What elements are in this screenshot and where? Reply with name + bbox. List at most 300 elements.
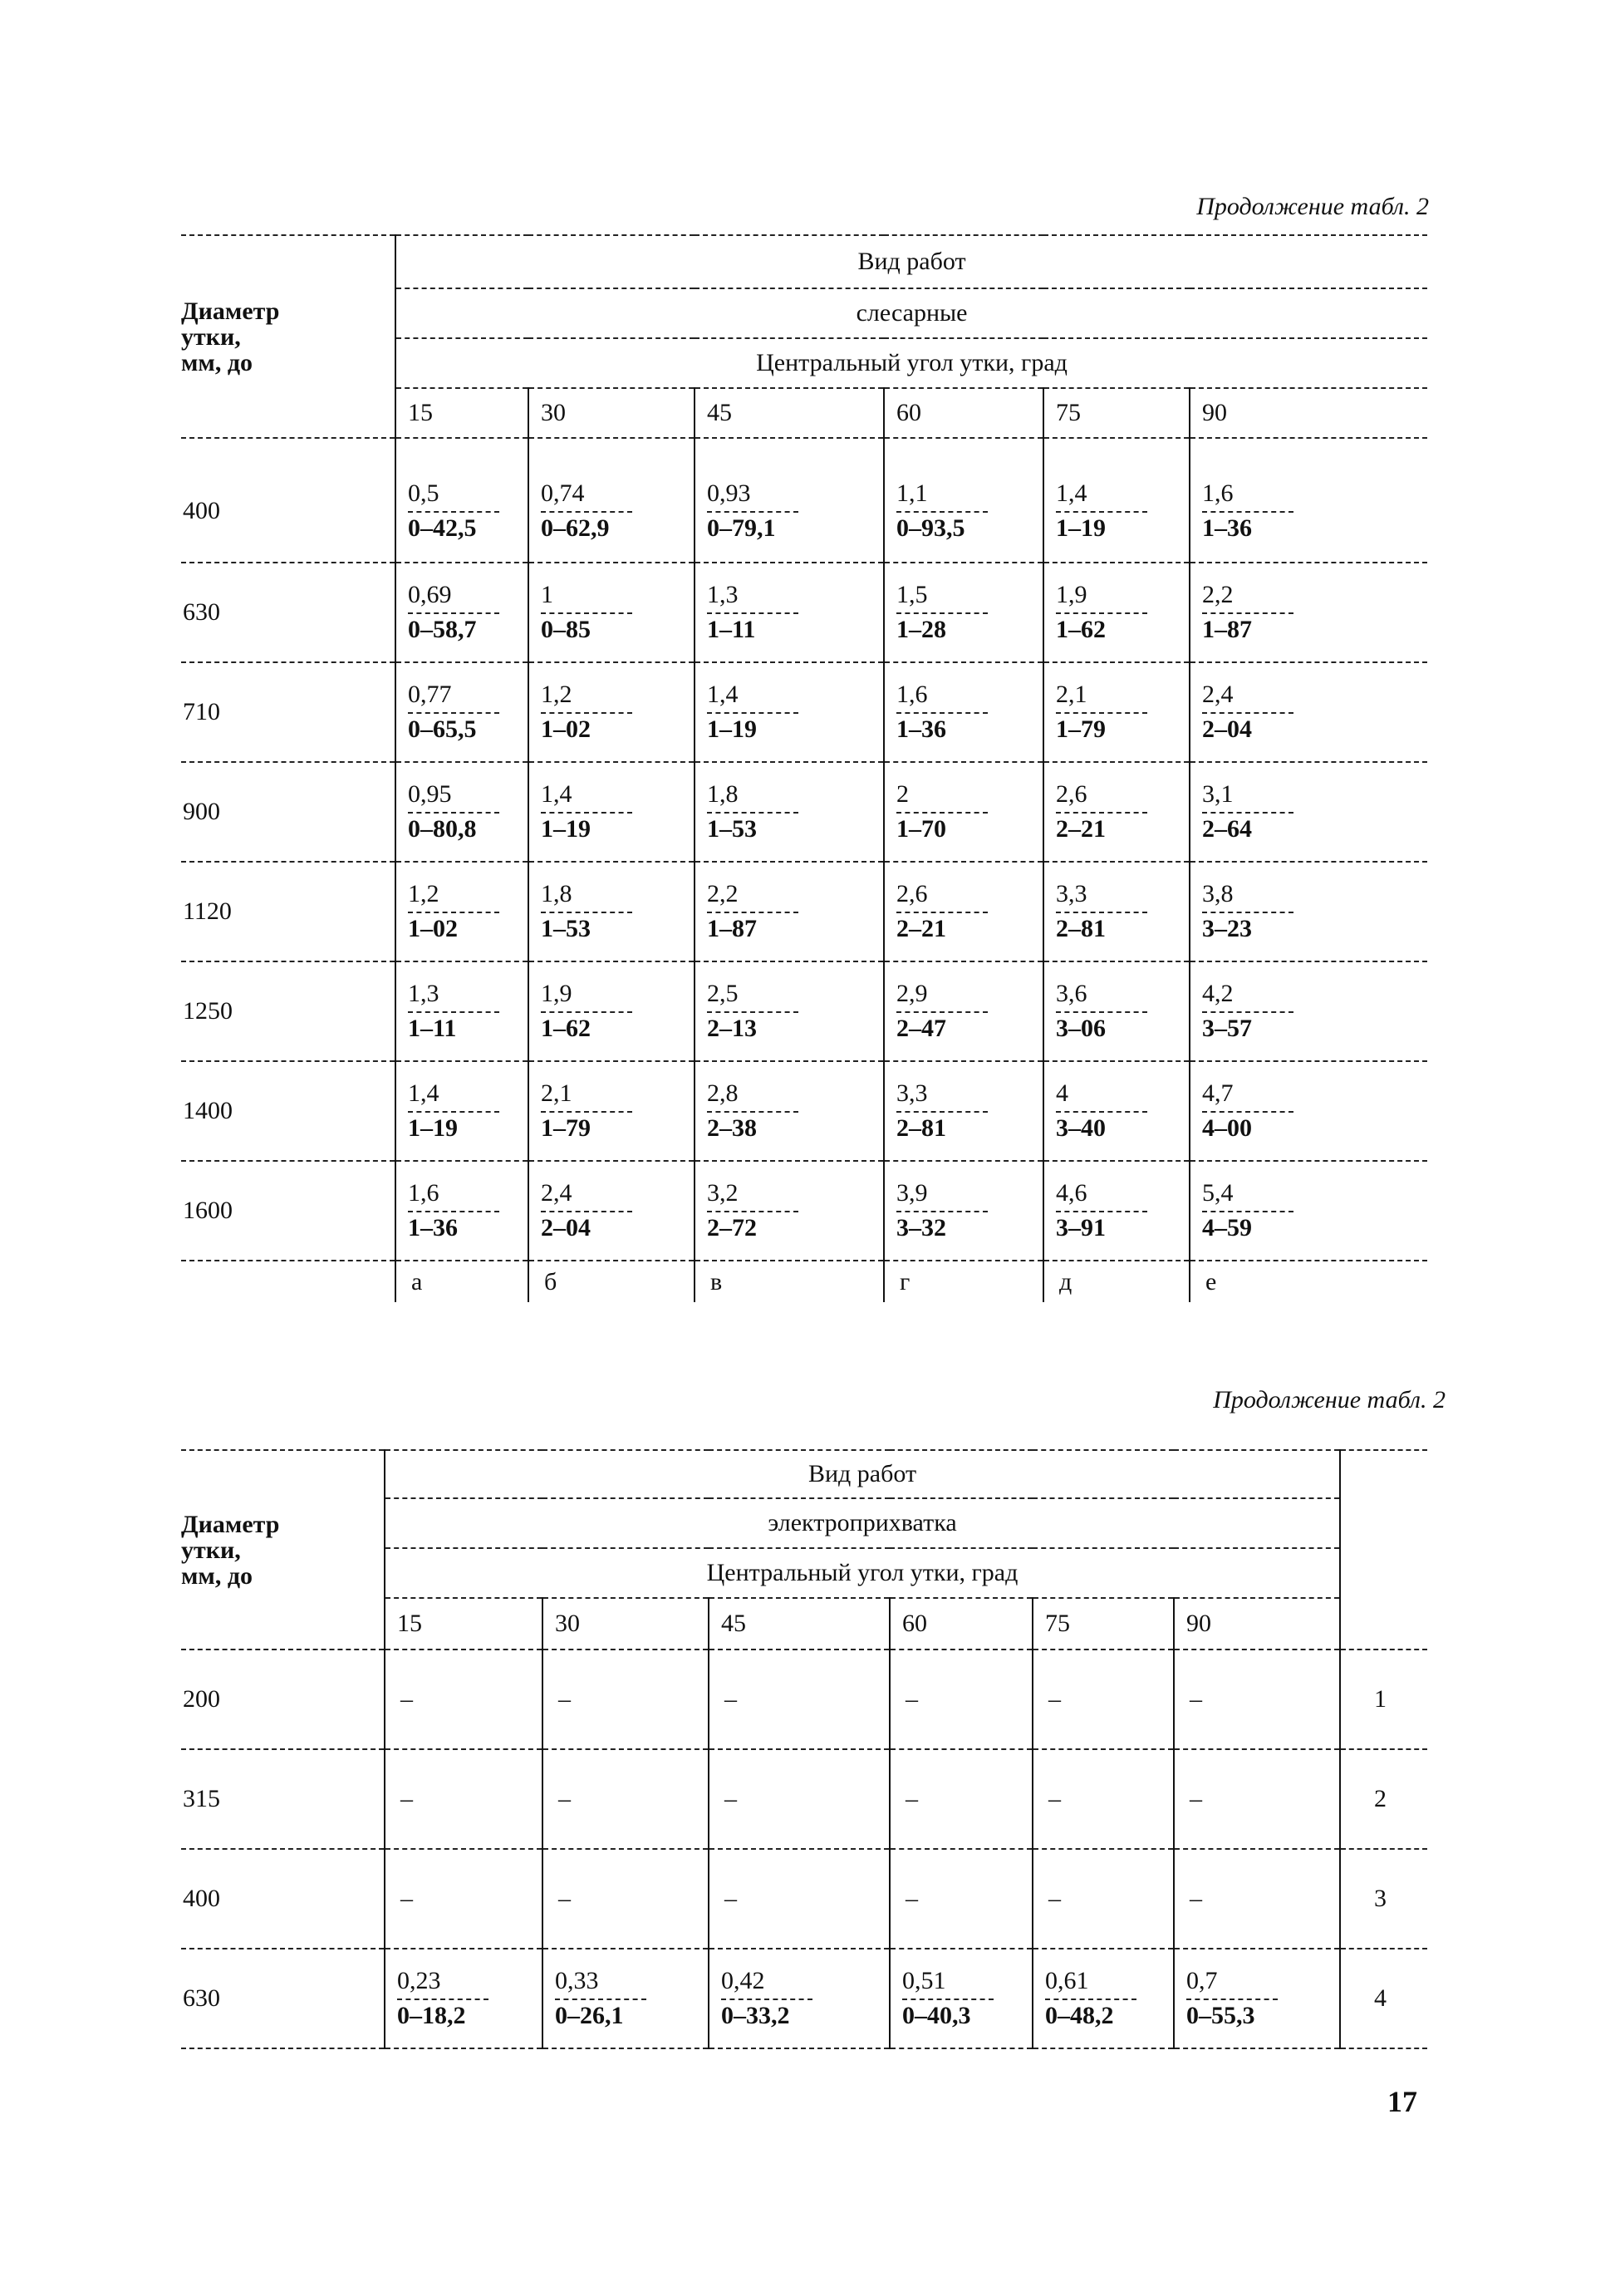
fraction-numerator: 2,8: [707, 1079, 739, 1107]
fraction-denominator: 1–28: [896, 616, 946, 643]
table1-diameter: 400: [181, 438, 395, 563]
table2-empty-value: –: [890, 1649, 1033, 1749]
table-cell-fraction: [528, 862, 695, 961]
fraction: [1202, 681, 1293, 744]
fraction-bar: [541, 812, 632, 814]
fraction-denominator: 2–04: [541, 1214, 591, 1241]
fraction-bar: [896, 812, 988, 814]
fraction-numerator: 3,9: [896, 1179, 928, 1207]
fraction-denominator: 2–64: [1202, 815, 1252, 843]
fraction-numerator: 1,4: [1056, 479, 1087, 507]
fraction: [1202, 880, 1293, 943]
fraction-numerator: 1,6: [896, 681, 928, 708]
table2-row: [181, 1949, 1427, 2048]
fraction-denominator: 2–04: [1202, 715, 1252, 743]
fraction-bar: [541, 1211, 632, 1212]
fraction-numerator: 0,23: [397, 1967, 441, 1994]
fraction-numerator: 0,74: [541, 479, 585, 507]
table2-continuation: Продолжение табл. 2: [1213, 1386, 1446, 1413]
table2-diameter: 630: [181, 1949, 385, 2048]
fraction: [1202, 980, 1293, 1043]
page-number: 17: [1387, 2085, 1417, 2118]
table1-column-letter: д: [1043, 1261, 1190, 1302]
fraction-denominator: 0–58,7: [408, 616, 477, 643]
fraction-denominator: 2–13: [707, 1015, 757, 1042]
fraction-bar: [902, 1999, 994, 2000]
fraction: [896, 980, 988, 1043]
table1-column-letter: е: [1190, 1261, 1427, 1302]
table2-angle: 45: [709, 1598, 890, 1649]
fraction: [896, 581, 988, 644]
table2-empty-value: –: [890, 1749, 1033, 1849]
fraction-numerator: 0,33: [555, 1967, 599, 1994]
fraction-numerator: 4,7: [1202, 1079, 1234, 1107]
table-cell-fraction: [884, 1061, 1043, 1161]
fraction-bar: [1186, 1999, 1278, 2000]
fraction-numerator: 2,4: [1202, 681, 1234, 708]
table1-diameter: 1600: [181, 1161, 395, 1261]
fraction-numerator: 1,9: [541, 980, 572, 1007]
fraction: [1202, 1079, 1293, 1143]
fraction: [707, 880, 798, 943]
fraction-bar: [896, 912, 988, 913]
fraction-denominator: 0–26,1: [555, 2002, 624, 2029]
fraction-bar: [896, 712, 988, 714]
fraction-bar: [896, 1211, 988, 1212]
fraction-denominator: 3–91: [1056, 1214, 1106, 1241]
fraction: [541, 980, 632, 1043]
table-cell-fraction: [890, 1949, 1033, 2048]
fraction-bar: [541, 912, 632, 913]
fraction-denominator: 1–87: [707, 915, 757, 942]
table-cell-fraction: [884, 862, 1043, 961]
table1-row: [181, 1161, 1427, 1261]
table-cell-fraction: [528, 762, 695, 862]
fraction-denominator: 2–38: [707, 1114, 757, 1142]
fraction-bar: [541, 1011, 632, 1013]
table2-empty-value: –: [385, 1849, 542, 1949]
fraction-bar: [408, 511, 499, 513]
fraction-numerator: 2,9: [896, 980, 928, 1007]
table-cell-fraction: [1043, 662, 1190, 762]
fraction-numerator: 1,5: [896, 581, 928, 608]
fraction: [555, 1967, 646, 2030]
fraction-numerator: 1,8: [541, 880, 572, 907]
fraction-numerator: 4: [1056, 1079, 1068, 1107]
fraction-numerator: 0,77: [408, 681, 452, 708]
table1-row: [181, 1061, 1427, 1161]
table2-empty-value: –: [542, 1749, 709, 1849]
fraction-denominator: 0–93,5: [896, 514, 965, 542]
fraction: [902, 1967, 994, 2030]
fraction: [408, 880, 499, 943]
fraction: [1056, 681, 1147, 744]
fraction: [896, 681, 988, 744]
fraction-bar: [555, 1999, 646, 2000]
fraction-denominator: 3–57: [1202, 1015, 1252, 1042]
table-cell-fraction: [1190, 862, 1427, 961]
fraction-numerator: 1,4: [408, 1079, 439, 1107]
fraction: [1056, 880, 1147, 943]
fraction-denominator: 0–48,2: [1045, 2002, 1114, 2029]
table-cell-fraction: [1043, 438, 1190, 563]
fraction: [721, 1967, 812, 2030]
fraction: [408, 780, 499, 843]
table-cell-fraction: [1190, 1161, 1427, 1261]
fraction-bar: [1056, 912, 1147, 913]
table2-angle-header: Центральный угол утки, град: [385, 1548, 1340, 1598]
fraction-numerator: 4,2: [1202, 980, 1234, 1007]
fraction-bar: [408, 912, 499, 913]
table2-empty-value: –: [542, 1649, 709, 1749]
table1-row: [181, 662, 1427, 762]
fraction-bar: [1045, 1999, 1136, 2000]
fraction-denominator: 0–18,2: [397, 2002, 466, 2029]
fraction-bar: [1056, 812, 1147, 814]
fraction-bar: [1056, 1211, 1147, 1212]
fraction-denominator: 4–59: [1202, 1214, 1252, 1241]
table-cell-fraction: [395, 1161, 528, 1261]
fraction-numerator: 3,3: [1056, 880, 1087, 907]
fraction-numerator: 1,4: [541, 780, 572, 808]
fraction-numerator: 1,2: [541, 681, 572, 708]
fraction-numerator: 0,5: [408, 479, 439, 507]
table1-diameter: 1120: [181, 862, 395, 961]
fraction: [1202, 479, 1293, 543]
fraction-denominator: 1–36: [408, 1214, 458, 1241]
fraction-numerator: 0,69: [408, 581, 452, 608]
fraction-bar: [541, 712, 632, 714]
fraction-denominator: 1–11: [408, 1015, 457, 1042]
table-cell-fraction: [1190, 662, 1427, 762]
table1-row: [181, 563, 1427, 662]
fraction-denominator: 1–19: [707, 715, 757, 743]
fraction-denominator: 0–62,9: [541, 514, 610, 542]
fraction-bar: [1056, 1011, 1147, 1013]
fraction: [1056, 1079, 1147, 1143]
table-cell-fraction: [695, 1161, 884, 1261]
fraction-bar: [1056, 712, 1147, 714]
table2-empty-value: –: [709, 1849, 890, 1949]
table-cell-fraction: [395, 762, 528, 862]
table2-row-number: 2: [1340, 1749, 1427, 1849]
fraction-numerator: 2: [896, 780, 909, 808]
table-cell-fraction: [1043, 563, 1190, 662]
fraction-denominator: 0–65,5: [408, 715, 477, 743]
fraction-denominator: 2–72: [707, 1214, 757, 1241]
fraction-bar: [397, 1999, 488, 2000]
table1: [181, 234, 1427, 1302]
table1-angle: 15: [395, 388, 528, 438]
table1-angle: 60: [884, 388, 1043, 438]
fraction-denominator: 1–02: [541, 715, 591, 743]
fraction-numerator: 0,42: [721, 1967, 765, 1994]
table-cell-fraction: [1190, 438, 1427, 563]
fraction-bar: [408, 1211, 499, 1212]
fraction-denominator: 2–81: [896, 1114, 946, 1142]
fraction: [408, 1079, 499, 1143]
fraction: [707, 980, 798, 1043]
table2-empty-value: –: [709, 1749, 890, 1849]
fraction-numerator: 1,4: [707, 681, 739, 708]
fraction-bar: [408, 1111, 499, 1113]
table-cell-fraction: [695, 662, 884, 762]
table-cell-fraction: [528, 662, 695, 762]
fraction-denominator: 1–11: [707, 616, 756, 643]
table-cell-fraction: [528, 438, 695, 563]
fraction: [1056, 980, 1147, 1043]
table2-empty-value: –: [1174, 1649, 1340, 1749]
fraction: [408, 479, 499, 543]
table2-empty-value: –: [1033, 1649, 1174, 1749]
table2-angle: 90: [1174, 1598, 1340, 1649]
fraction-denominator: 0–85: [541, 616, 591, 643]
fraction-numerator: 0,7: [1186, 1967, 1218, 1994]
fraction: [1056, 479, 1147, 543]
table-cell-fraction: [528, 563, 695, 662]
table-cell-fraction: [542, 1949, 709, 2048]
table1-angle: 75: [1043, 388, 1190, 438]
fraction: [896, 479, 988, 543]
fraction-bar: [408, 812, 499, 814]
fraction-bar: [1202, 712, 1293, 714]
fraction-bar: [541, 612, 632, 614]
fraction: [896, 780, 988, 843]
fraction-numerator: 0,61: [1045, 1967, 1089, 1994]
table1-angle: 45: [695, 388, 884, 438]
table-cell-fraction: [1190, 1061, 1427, 1161]
fraction-bar: [1056, 612, 1147, 614]
table1-angle: 30: [528, 388, 695, 438]
fraction: [408, 681, 499, 744]
fraction-numerator: 2,1: [541, 1079, 572, 1107]
fraction-denominator: 0–42,5: [408, 514, 477, 542]
fraction-numerator: 5,4: [1202, 1179, 1234, 1207]
fraction-denominator: 3–32: [896, 1214, 946, 1241]
fraction-numerator: 1,6: [1202, 479, 1234, 507]
table-cell-fraction: [385, 1949, 542, 2048]
fraction-bar: [896, 1011, 988, 1013]
fraction: [1056, 581, 1147, 644]
table1-angle-header: Центральный угол утки, град: [395, 338, 1427, 388]
fraction: [1186, 1967, 1278, 2030]
table1-diameter: 710: [181, 662, 395, 762]
fraction-bar: [707, 812, 798, 814]
fraction-numerator: 3,1: [1202, 780, 1234, 808]
fraction-bar: [707, 712, 798, 714]
fraction: [707, 780, 798, 843]
fraction: [707, 1079, 798, 1143]
fraction: [541, 880, 632, 943]
table2-rownum-header: [1340, 1450, 1427, 1649]
fraction-denominator: 3–06: [1056, 1015, 1106, 1042]
table1-row: [181, 961, 1427, 1061]
fraction: [1202, 780, 1293, 843]
table2: [181, 1449, 1427, 2049]
fraction: [408, 980, 499, 1043]
fraction-numerator: 1: [541, 581, 553, 608]
fraction-numerator: 1,1: [896, 479, 928, 507]
table-cell-fraction: [695, 1061, 884, 1161]
table2-angle: 60: [890, 1598, 1033, 1649]
table1-column-letter: а: [395, 1261, 528, 1302]
table2-row-number: 4: [1340, 1949, 1427, 2048]
table2-row-number: 1: [1340, 1649, 1427, 1749]
table-cell-fraction: [884, 438, 1043, 563]
fraction-bar: [1202, 612, 1293, 614]
fraction-denominator: 2–21: [896, 915, 946, 942]
fraction-denominator: 0–55,3: [1186, 2002, 1255, 2029]
table-cell-fraction: [1043, 762, 1190, 862]
table-cell-fraction: [1043, 862, 1190, 961]
fraction: [541, 1179, 632, 1242]
fraction-denominator: 3–40: [1056, 1114, 1106, 1142]
fraction-bar: [707, 1011, 798, 1013]
fraction-denominator: 1–79: [1056, 715, 1106, 743]
table-cell-fraction: [395, 662, 528, 762]
fraction: [1045, 1967, 1136, 2030]
table-cell-fraction: [884, 662, 1043, 762]
fraction-denominator: 1–79: [541, 1114, 591, 1142]
fraction-denominator: 2–47: [896, 1015, 946, 1042]
fraction-numerator: 3,8: [1202, 880, 1234, 907]
fraction: [896, 880, 988, 943]
fraction-numerator: 0,95: [408, 780, 452, 808]
table-cell-fraction: [528, 961, 695, 1061]
table2-angle: 75: [1033, 1598, 1174, 1649]
fraction: [541, 581, 632, 644]
table1-continuation: Продолжение табл. 2: [1196, 193, 1429, 220]
fraction: [541, 479, 632, 543]
fraction-denominator: 3–23: [1202, 915, 1252, 942]
fraction-numerator: 2,2: [707, 880, 739, 907]
table-cell-fraction: [1043, 1061, 1190, 1161]
fraction-numerator: 2,1: [1056, 681, 1087, 708]
table-cell-fraction: [395, 563, 528, 662]
table2-row: [181, 1649, 1427, 1749]
table-cell-fraction: [884, 1161, 1043, 1261]
fraction-numerator: 1,3: [707, 581, 739, 608]
table-cell-fraction: [709, 1949, 890, 2048]
fraction: [408, 1179, 499, 1242]
fraction-denominator: 1–19: [408, 1114, 458, 1142]
table2-row-number: 3: [1340, 1849, 1427, 1949]
table2-empty-value: –: [542, 1849, 709, 1949]
table1-column-letter: г: [884, 1261, 1043, 1302]
fraction-denominator: 1–02: [408, 915, 458, 942]
fraction-numerator: 1,3: [408, 980, 439, 1007]
fraction-numerator: 1,6: [408, 1179, 439, 1207]
fraction-bar: [1202, 1011, 1293, 1013]
table1-column-letter: в: [695, 1261, 884, 1302]
table-cell-fraction: [528, 1061, 695, 1161]
table-cell-fraction: [1190, 961, 1427, 1061]
fraction: [541, 681, 632, 744]
table-cell-fraction: [1043, 1161, 1190, 1261]
fraction-denominator: 4–00: [1202, 1114, 1252, 1142]
table2-empty-value: –: [1174, 1849, 1340, 1949]
table-cell-fraction: [884, 961, 1043, 1061]
fraction-denominator: 1–36: [896, 715, 946, 743]
table2-diameter-header: Диаметр утки, мм, до: [181, 1450, 385, 1649]
fraction-denominator: 1–70: [896, 815, 946, 843]
fraction-numerator: 0,51: [902, 1967, 946, 1994]
table-cell-fraction: [528, 1161, 695, 1261]
fraction-denominator: 1–87: [1202, 616, 1252, 643]
fraction-bar: [896, 612, 988, 614]
fraction: [1202, 1179, 1293, 1242]
fraction-bar: [1056, 511, 1147, 513]
table1-letter-row-spacer: [181, 1261, 395, 1302]
table-cell-fraction: [1190, 762, 1427, 862]
fraction: [707, 681, 798, 744]
fraction-numerator: 3,6: [1056, 980, 1087, 1007]
fraction-bar: [1202, 1111, 1293, 1113]
fraction-bar: [721, 1999, 812, 2000]
table2-empty-value: –: [709, 1649, 890, 1749]
table-cell-fraction: [1174, 1949, 1340, 2048]
fraction: [1056, 1179, 1147, 1242]
table-cell-fraction: [395, 438, 528, 563]
table1-diameter-header: Диаметр утки, мм, до: [181, 235, 395, 438]
fraction-denominator: 0–33,2: [721, 2002, 790, 2029]
fraction-bar: [1202, 1211, 1293, 1212]
fraction: [707, 581, 798, 644]
table2-empty-value: –: [1033, 1749, 1174, 1849]
fraction: [397, 1967, 488, 2030]
table-cell-fraction: [395, 961, 528, 1061]
fraction-denominator: 1–62: [541, 1015, 591, 1042]
fraction-denominator: 1–19: [541, 815, 591, 843]
fraction-denominator: 0–40,3: [902, 2002, 971, 2029]
table2-work-kind: электроприхватка: [385, 1498, 1340, 1548]
table1-diameter: 900: [181, 762, 395, 862]
fraction-numerator: 1,2: [408, 880, 439, 907]
fraction-bar: [707, 1211, 798, 1212]
fraction-numerator: 0,93: [707, 479, 751, 507]
fraction-denominator: 2–81: [1056, 915, 1106, 942]
table-cell-fraction: [395, 1061, 528, 1161]
fraction-denominator: 1–62: [1056, 616, 1106, 643]
fraction-denominator: 0–80,8: [408, 815, 477, 843]
table2-angle: 30: [542, 1598, 709, 1649]
fraction-numerator: 1,8: [707, 780, 739, 808]
table1-work-kind: слесарные: [395, 288, 1427, 338]
table2-row: [181, 1849, 1427, 1949]
fraction-bar: [707, 612, 798, 614]
fraction-bar: [707, 1111, 798, 1113]
fraction-bar: [408, 1011, 499, 1013]
fraction-denominator: 1–36: [1202, 514, 1252, 542]
table-cell-fraction: [1190, 563, 1427, 662]
table1-angle: 90: [1190, 388, 1427, 438]
table1-column-letter: б: [528, 1261, 695, 1302]
table2-diameter: 200: [181, 1649, 385, 1749]
table2-work-type-header: Вид работ: [385, 1450, 1340, 1498]
fraction-denominator: 1–19: [1056, 514, 1106, 542]
fraction-numerator: 1,9: [1056, 581, 1087, 608]
table1-diameter: 1400: [181, 1061, 395, 1161]
fraction-bar: [408, 712, 499, 714]
fraction: [1202, 581, 1293, 644]
fraction-denominator: 1–53: [541, 915, 591, 942]
table1-diameter: 1250: [181, 961, 395, 1061]
fraction: [541, 780, 632, 843]
table-cell-fraction: [884, 762, 1043, 862]
table2-diameter: 315: [181, 1749, 385, 1849]
table2-row: [181, 1749, 1427, 1849]
fraction-numerator: 3,2: [707, 1179, 739, 1207]
